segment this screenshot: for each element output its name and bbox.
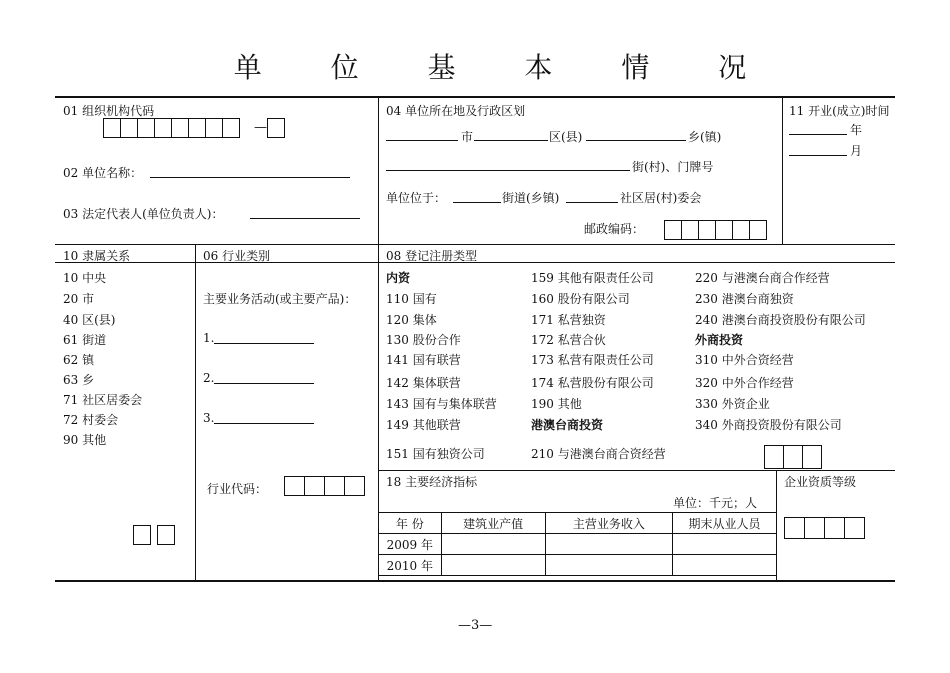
unit-name-label: 02 单位名称： (63, 166, 143, 180)
reg-type-item: 143 国有与集体联营 (386, 397, 497, 411)
reg-type-item: 141 国有联营 (386, 353, 461, 367)
affiliation-item: 90 其他 (63, 433, 107, 447)
township-suffix: 乡(镇) (688, 130, 722, 144)
table-cell-input[interactable] (545, 555, 673, 576)
row-divider (55, 244, 895, 245)
community-line[interactable] (566, 202, 618, 203)
affiliation-item: 10 中央 (63, 271, 107, 285)
postcode-cell[interactable] (664, 220, 682, 240)
street-suffix: 街(村)、门牌号 (632, 160, 714, 174)
industry-code-cell[interactable] (344, 476, 365, 496)
activity-number-3: 3. (203, 411, 215, 425)
reg-type-item: 240 港澳台商投资股份有限公司 (695, 313, 866, 327)
org-code-check-box[interactable] (267, 118, 285, 138)
activity-number-2: 2. (203, 371, 215, 385)
subdistrict-line[interactable] (453, 202, 501, 203)
org-code-boxes[interactable] (103, 118, 240, 138)
subdistrict-suffix: 街道(乡镇) (502, 191, 560, 205)
org-code-cell[interactable] (154, 118, 172, 138)
registration-code-boxes[interactable] (764, 445, 822, 469)
table-header: 期末从业人员 (673, 513, 777, 534)
col-divider-3 (195, 244, 196, 581)
founding-month-line[interactable] (789, 155, 847, 156)
city-line[interactable] (386, 140, 458, 141)
qualification-code-cell[interactable] (784, 517, 805, 539)
table-header-row (379, 513, 777, 534)
district-suffix: 区(县) (549, 130, 583, 144)
org-code-cell[interactable] (120, 118, 138, 138)
industry-code-cell[interactable] (284, 476, 305, 496)
reg-type-item: 340 外商投资股份有限公司 (695, 418, 842, 432)
affiliation-item: 61 街道 (63, 333, 107, 347)
affiliation-item: 63 乡 (63, 373, 95, 387)
industry-code-label: 行业代码： (207, 482, 268, 496)
reg-type-item: 149 其他联营 (386, 418, 461, 432)
postcode-cell[interactable] (681, 220, 699, 240)
economic-indicators-label: 18 主要经济指标 (386, 475, 478, 489)
postcode-cell[interactable] (749, 220, 767, 240)
qualification-code-cell[interactable] (804, 517, 825, 539)
reg-type-item: 230 港澳台商独资 (695, 292, 794, 306)
table-row-year: 2010 年 (379, 555, 442, 576)
postcode-cell[interactable] (732, 220, 750, 240)
col-divider-2 (782, 97, 783, 245)
table-cell-input[interactable] (441, 534, 545, 555)
main-activity-label: 主要业务活动(或主要产品)： (203, 292, 357, 306)
reg-type-item: 320 中外合作经营 (695, 376, 794, 390)
reg-type-item: 160 股份有限公司 (531, 292, 630, 306)
org-code-cell[interactable] (222, 118, 240, 138)
org-code-cell[interactable] (137, 118, 155, 138)
founding-year-suffix: 年 (850, 123, 863, 137)
page-number: —3— (458, 618, 493, 633)
table-cell-input[interactable] (441, 555, 545, 576)
registration-code-cell[interactable] (802, 445, 822, 469)
org-code-cell[interactable] (171, 118, 189, 138)
table-row (379, 555, 777, 576)
org-code-label: 01 组织机构代码 (63, 104, 155, 118)
reg-type-item: 120 集体 (386, 313, 437, 327)
frame-top (55, 96, 895, 98)
table-cell-input[interactable] (673, 555, 777, 576)
table-row-year: 2009 年 (379, 534, 442, 555)
sec18-top (378, 470, 895, 471)
table-row (379, 534, 777, 555)
founding-year-line[interactable] (789, 134, 847, 135)
registration-code-cell[interactable] (764, 445, 784, 469)
industry-code-boxes[interactable] (284, 476, 365, 496)
page-title: 单 位 基 本 情 况 (233, 51, 777, 84)
activity-line-3[interactable] (214, 423, 314, 424)
affiliation-code-boxes[interactable] (133, 525, 175, 545)
activity-number-1: 1. (203, 331, 215, 345)
located-label: 单位位于： (386, 191, 447, 205)
table-header: 年 份 (379, 513, 442, 534)
registration-type-label: 08 登记注册类型 (386, 249, 478, 263)
legal-rep-line[interactable] (250, 218, 360, 219)
reg-type-item: 110 国有 (386, 292, 437, 306)
col-divider-1 (378, 97, 379, 581)
reg-type-item: 190 其他 (531, 397, 582, 411)
industry-code-cell[interactable] (324, 476, 345, 496)
reg-type-heading-foreign: 外商投资 (695, 333, 744, 347)
district-line[interactable] (474, 140, 548, 141)
affiliation-item: 62 镇 (63, 353, 95, 367)
affiliation-label: 10 隶属关系 (63, 249, 131, 263)
postcode-cell[interactable] (715, 220, 733, 240)
registration-code-cell[interactable] (783, 445, 803, 469)
org-code-cell[interactable] (188, 118, 206, 138)
affiliation-item: 72 村委会 (63, 413, 119, 427)
reg-type-item: 210 与港澳台商合资经营 (531, 447, 666, 461)
reg-type-heading-hmt: 港澳台商投资 (531, 418, 604, 432)
org-code-cell[interactable] (205, 118, 223, 138)
frame-bottom (55, 580, 895, 582)
affiliation-item: 71 社区居委会 (63, 393, 143, 407)
founding-month-suffix: 月 (850, 144, 863, 158)
reg-type-heading-domestic: 内资 (386, 271, 411, 285)
table-cell-input[interactable] (545, 534, 673, 555)
table-header: 建筑业产值 (441, 513, 545, 534)
community-suffix: 社区居(村)委会 (620, 191, 702, 205)
reg-type-item: 220 与港澳台商合作经营 (695, 271, 830, 285)
affiliation-item: 40 区(县) (63, 313, 116, 327)
qualification-code-cell[interactable] (844, 517, 865, 539)
table-cell-input[interactable] (673, 534, 777, 555)
qualification-label: 企业资质等级 (784, 475, 857, 489)
org-code-dash: — (254, 120, 267, 135)
activity-line-1[interactable] (214, 343, 314, 344)
org-code-check-cell[interactable] (267, 118, 285, 138)
qualification-code-cell[interactable] (824, 517, 845, 539)
unit-name-line[interactable] (150, 177, 350, 178)
founding-time-label: 11 开业(成立)时间 (789, 104, 890, 118)
reg-type-item: 171 私营独资 (531, 313, 606, 327)
reg-type-item: 172 私营合伙 (531, 333, 606, 347)
qualification-code-boxes[interactable] (784, 517, 865, 539)
industry-label: 06 行业类别 (203, 249, 271, 263)
legal-rep-label: 03 法定代表人(单位负责人)： (63, 207, 224, 221)
reg-type-item: 173 私营有限责任公司 (531, 353, 654, 367)
reg-type-item: 174 私营股份有限公司 (531, 376, 654, 390)
affiliation-code-cell[interactable] (133, 525, 151, 545)
table-header: 主营业务收入 (545, 513, 673, 534)
postcode-label: 邮政编码： (584, 222, 645, 236)
affiliation-item: 20 市 (63, 292, 95, 306)
location-label: 04 单位所在地及行政区划 (386, 104, 526, 118)
affiliation-code-cell[interactable] (157, 525, 175, 545)
reg-type-item: 142 集体联营 (386, 376, 461, 390)
township-line[interactable] (586, 140, 686, 141)
economic-indicators-table (378, 512, 777, 576)
street-line[interactable] (386, 170, 630, 171)
reg-type-item: 159 其他有限责任公司 (531, 271, 654, 285)
industry-code-cell[interactable] (304, 476, 325, 496)
reg-type-item: 151 国有独资公司 (386, 447, 485, 461)
economic-indicators-unit: 单位：千元；人 (673, 496, 758, 510)
org-code-cell[interactable] (103, 118, 121, 138)
reg-type-item: 310 中外合资经营 (695, 353, 794, 367)
city-suffix: 市 (461, 130, 474, 144)
postcode-cell[interactable] (698, 220, 716, 240)
activity-line-2[interactable] (214, 383, 314, 384)
reg-type-item: 330 外资企业 (695, 397, 770, 411)
reg-type-item: 130 股份合作 (386, 333, 461, 347)
postcode-boxes[interactable] (664, 220, 767, 240)
